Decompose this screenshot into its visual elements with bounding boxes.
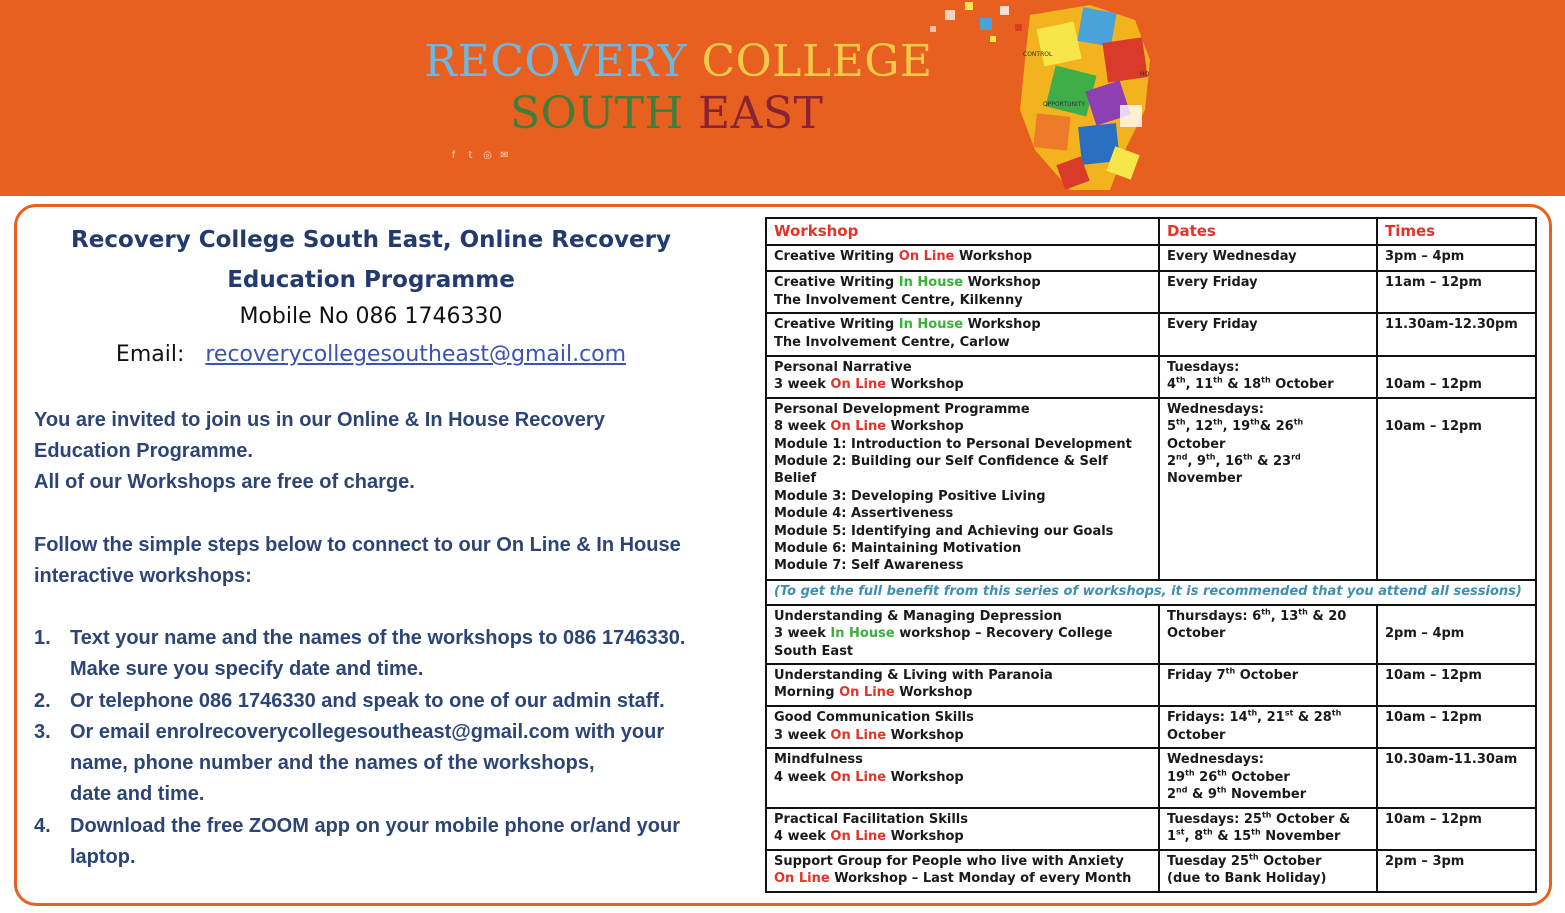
time-cell: 10am – 12pm	[1377, 664, 1536, 706]
module-line: Module 6: Maintaining Motivation	[774, 541, 1022, 557]
dates-line	[1167, 828, 1370, 845]
workshop-line	[774, 684, 1152, 701]
dates-cell	[1159, 356, 1377, 398]
time-text: 10am – 12pm	[1385, 376, 1482, 392]
cube-label-control: CONTROL	[1023, 51, 1053, 58]
workshop-suffix: Workshop	[967, 275, 1041, 291]
table-row	[766, 808, 1536, 850]
time-cell: 10.30am-11.30am	[1377, 748, 1536, 807]
online-tag: On Line	[830, 419, 887, 435]
date-suffix: th	[1250, 417, 1260, 427]
date-text: 19	[1167, 769, 1186, 785]
logo-word-east: EAST	[698, 88, 824, 139]
table-row	[766, 398, 1536, 580]
online-tag: On Line	[830, 727, 887, 743]
dates-line	[1167, 667, 1370, 684]
time-cell: 11am – 12pm	[1377, 271, 1536, 313]
invitation-line-3: All of our Workshops are free of charge.	[34, 471, 415, 493]
online-tag: On Line	[898, 249, 955, 265]
date-suffix: st	[1176, 827, 1185, 837]
workshop-schedule-table	[765, 217, 1537, 893]
workshop-name: Good Communication Skills	[774, 710, 974, 726]
table-row	[766, 850, 1536, 892]
dates-line: October	[1167, 626, 1226, 642]
instructions-paragraph: Follow the simple steps below to connect to our On Line & In House interactive workshops:	[34, 534, 681, 587]
step-item	[34, 717, 734, 811]
workshop-line	[774, 316, 1152, 333]
workshop-name: Mindfulness	[774, 752, 863, 768]
time-cell: 11.30am-12.30pm	[1377, 313, 1536, 355]
online-tag: On Line	[774, 871, 830, 887]
module-line: Module 2: Building our Self Confidence & Self	[774, 454, 1108, 469]
time-cell: 10am – 12pm	[1377, 808, 1536, 850]
dates-line: Tuesdays:	[1167, 359, 1240, 375]
facebook-icon[interactable]: f	[451, 150, 456, 161]
social-links	[448, 150, 510, 162]
workshop-name: Creative Writing	[774, 275, 895, 291]
workshop-line	[774, 727, 1152, 744]
step-item	[34, 686, 734, 717]
step-line: Or email enrolrecoverycollegesoutheast@gmail.com with your	[70, 720, 665, 743]
time-cell	[1377, 356, 1536, 398]
workshop-cell	[766, 605, 1159, 664]
workshop-cell	[766, 356, 1159, 398]
logo-word-college: COLLEGE	[701, 36, 933, 87]
inhouse-tag: In House	[898, 275, 964, 291]
date-suffix: th	[1261, 375, 1271, 385]
table-row	[766, 664, 1536, 706]
step-line: Or telephone 086 1746330 and speak to one of our admin staff.	[70, 689, 665, 712]
inhouse-tag: In House	[830, 626, 895, 642]
workshop-suffix: Workshop – Last Monday of every Month	[834, 871, 1132, 887]
workshop-venue: The Involvement Centre, Carlow	[774, 334, 1010, 350]
table-row	[766, 605, 1536, 664]
table-row	[766, 245, 1536, 271]
date-suffix: th	[1176, 417, 1186, 427]
workshop-suffix: Workshop	[890, 828, 964, 844]
workshop-cell	[766, 313, 1159, 355]
dates-cell	[1159, 664, 1377, 706]
step-line: Text your name and the names of the workshops to 086 1746330.	[70, 627, 686, 649]
dates-line: October	[1167, 436, 1226, 452]
date-suffix: th	[1225, 666, 1236, 676]
workshop-duration: 4 week	[774, 828, 826, 844]
dates-cell	[1159, 808, 1377, 850]
logo-line-1	[424, 36, 933, 87]
date-suffix: th	[1249, 852, 1259, 862]
date-suffix: th	[1213, 417, 1223, 427]
date-text: , 9	[1187, 454, 1206, 469]
page-title: Recovery College South East, Online Recovery Education Programme	[71, 227, 671, 293]
online-tag: On Line	[830, 828, 887, 844]
date-suffix: th	[1261, 810, 1272, 820]
date-suffix: th	[1247, 708, 1258, 718]
workshop-name: Understanding & Managing Depression	[774, 608, 1062, 624]
workshop-line	[774, 274, 1152, 291]
module-line: Module 5: Identifying and Achieving our Goals	[774, 523, 1114, 539]
date-suffix: th	[1205, 452, 1216, 462]
date-suffix: th	[1243, 452, 1253, 462]
step-line: date and time.	[70, 783, 205, 806]
dates-cell: Every Wednesday	[1159, 245, 1377, 271]
step-number: 2.	[34, 689, 51, 712]
date-suffix: th	[1251, 827, 1261, 837]
date-text: October	[1270, 377, 1334, 392]
column-header-workshop: Workshop	[766, 218, 1159, 245]
time-cell	[1377, 605, 1536, 664]
workshop-duration: 8 week	[774, 419, 826, 435]
dates-line	[1167, 709, 1370, 726]
step-line: name, phone number and the names of the workshops,	[70, 752, 595, 775]
date-suffix: th	[1203, 827, 1213, 837]
twitter-icon[interactable]: t	[468, 150, 473, 161]
steps-list	[34, 623, 734, 873]
workshop-cell	[766, 850, 1159, 892]
date-suffix: nd	[1176, 785, 1188, 795]
online-tag: On Line	[830, 377, 887, 392]
invitation-line-2: Education Programme.	[34, 440, 253, 462]
invitation-line-1: You are invited to join us in our Online & In House Recovery	[34, 409, 605, 431]
date-text: 4	[1167, 377, 1177, 392]
time-cell: 10am – 12pm	[1377, 706, 1536, 748]
date-text: Tuesday 25	[1167, 853, 1250, 869]
dates-line: (due to Bank Holiday)	[1167, 871, 1327, 887]
module-line: Module 7: Self Awareness	[774, 558, 964, 574]
workshop-suffix: Workshop	[890, 377, 964, 392]
date-text: November	[1260, 828, 1341, 844]
dates-line	[1167, 376, 1370, 393]
dates-cell	[1159, 398, 1377, 580]
time-cell: 2pm – 3pm	[1377, 850, 1536, 892]
step-line: laptop.	[70, 846, 136, 869]
inhouse-tag: In House	[898, 317, 964, 333]
dates-line: October	[1167, 727, 1226, 743]
date-text: & 28	[1293, 710, 1332, 726]
date-text: October	[1235, 667, 1299, 683]
step-number: 3.	[34, 720, 51, 743]
workshop-duration: 4 week	[774, 769, 826, 785]
dates-cell: Every Friday	[1159, 271, 1377, 313]
date-suffix: th	[1293, 417, 1304, 427]
workshop-line	[774, 376, 1152, 393]
workshop-suffix: Workshop	[890, 727, 964, 743]
date-text: Tuesdays: 25	[1167, 811, 1262, 827]
dates-line: November	[1167, 471, 1243, 487]
workshop-name: Personal Development Programme	[774, 401, 1030, 417]
date-text: Fridays: 14	[1167, 710, 1248, 726]
recommendation-note: (To get the full benefit from this series of workshops, it is recommended that you attend all sessions)	[766, 580, 1536, 605]
email-icon[interactable]: ✉	[500, 150, 509, 161]
step-item	[34, 811, 734, 874]
dates-line	[1167, 853, 1370, 870]
workshop-line	[774, 625, 1152, 642]
step-line: Make sure you specify date and time.	[70, 658, 424, 681]
column-header-times: Times	[1377, 218, 1536, 245]
time-cell: 3pm – 4pm	[1377, 245, 1536, 271]
date-text: & 23	[1252, 454, 1292, 469]
workshop-venue: The Involvement Centre, Kilkenny	[774, 292, 1023, 308]
date-text: , 12	[1185, 419, 1214, 435]
date-text: , 16	[1215, 454, 1244, 469]
column-header-dates: Dates	[1159, 218, 1377, 245]
instagram-icon[interactable]: ◎	[483, 150, 492, 161]
workshop-cell	[766, 706, 1159, 748]
workshop-line	[774, 769, 1152, 786]
dates-line: Wednesdays:	[1167, 401, 1264, 417]
date-text: , 8	[1184, 828, 1204, 844]
date-text: 5	[1167, 419, 1177, 435]
mobile-number: Mobile No 086 1746330	[239, 304, 503, 329]
date-text: & 18	[1222, 377, 1262, 392]
step-item	[34, 623, 734, 686]
module-line: Module 4: Assertiveness	[774, 506, 954, 522]
table-note-row	[766, 580, 1536, 605]
header-banner	[0, 0, 1565, 196]
dates-line	[1167, 769, 1370, 786]
workshop-cell	[766, 664, 1159, 706]
workshop-cell	[766, 398, 1159, 580]
workshop-name: Practical Facilitation Skills	[774, 811, 968, 827]
date-suffix: th	[1176, 375, 1186, 385]
workshop-name: Creative Writing	[774, 249, 895, 265]
online-tag: On Line	[839, 685, 895, 701]
date-suffix: nd	[1176, 452, 1188, 462]
workshop-line	[774, 828, 1152, 845]
email-link[interactable]: recoverycollegesoutheast@gmail.com	[205, 342, 627, 367]
workshop-suffix: Workshop	[890, 769, 964, 785]
workshop-name: Personal Narrative	[774, 359, 912, 375]
table-row	[766, 748, 1536, 807]
logo-line-2	[510, 88, 823, 139]
date-text: & 26	[1259, 419, 1294, 435]
module-line: Module 3: Developing Positive Living	[774, 488, 1046, 504]
workshop-cell	[766, 808, 1159, 850]
date-suffix: th	[1261, 607, 1271, 617]
dates-cell	[1159, 850, 1377, 892]
date-suffix: th	[1298, 607, 1308, 617]
workshop-line	[774, 870, 1152, 887]
dates-line	[1167, 786, 1370, 803]
dates-cell: Every Friday	[1159, 313, 1377, 355]
logo-word-recovery: RECOVERY	[424, 36, 687, 87]
step-number: 1.	[34, 627, 51, 649]
date-suffix: th	[1216, 785, 1227, 795]
workshop-cell	[766, 748, 1159, 807]
date-text: 2	[1167, 787, 1177, 803]
invitation-paragraph	[34, 405, 674, 498]
date-text: , 13	[1270, 608, 1299, 624]
date-text: , 21	[1257, 710, 1285, 726]
date-suffix: th	[1213, 375, 1223, 385]
step-number: 4.	[34, 814, 51, 837]
date-text: October &	[1271, 811, 1351, 827]
date-text: Thursdays: 6	[1167, 608, 1262, 624]
cube-cluster	[930, 0, 1160, 196]
date-text: Friday 7	[1167, 667, 1226, 683]
workshop-cell	[766, 245, 1159, 271]
workshop-suffix: Workshop	[890, 419, 964, 435]
workshop-duration: 3 week	[774, 727, 826, 743]
date-suffix: st	[1284, 708, 1294, 718]
workshop-duration: 3 week	[774, 377, 826, 392]
dates-line: Wednesdays:	[1167, 752, 1264, 768]
time-text: 10am – 12pm	[1385, 419, 1482, 435]
workshop-suffix: Workshop	[967, 317, 1041, 333]
workshop-line	[774, 418, 1152, 435]
dates-line	[1167, 811, 1370, 828]
workshop-suffix: workshop – Recovery College	[899, 626, 1113, 642]
step-line: Download the free ZOOM app on your mobile phone or/and your	[70, 814, 681, 837]
cube-label-ho: HO	[1140, 71, 1150, 78]
table-row	[766, 271, 1536, 313]
workshop-venue: South East	[774, 643, 854, 659]
table-row	[766, 706, 1536, 748]
module-line: Belief	[774, 471, 817, 487]
dates-line	[1167, 453, 1370, 470]
time-text: 2pm – 4pm	[1385, 626, 1465, 642]
dates-cell	[1159, 706, 1377, 748]
logo-word-south: SOUTH	[510, 88, 684, 139]
date-text: & 20	[1307, 608, 1347, 624]
dates-line	[1167, 418, 1370, 435]
dates-cell	[1159, 748, 1377, 807]
workshop-cell	[766, 271, 1159, 313]
date-text: , 11	[1185, 377, 1214, 392]
table-header-row	[766, 218, 1536, 245]
time-cell	[1377, 398, 1536, 580]
workshop-name: Creative Writing	[774, 317, 895, 333]
table-row	[766, 313, 1536, 355]
date-text: 26	[1194, 769, 1218, 785]
date-text: November	[1226, 787, 1307, 803]
dates-cell	[1159, 605, 1377, 664]
module-line: Module 1: Introduction to Personal Development	[774, 436, 1132, 452]
date-text: 1	[1167, 828, 1177, 844]
workshop-duration: 3 week	[774, 626, 826, 642]
intro-panel	[18, 210, 748, 900]
workshop-suffix: Workshop	[958, 249, 1033, 265]
date-text: 2	[1167, 454, 1177, 469]
workshop-name: Support Group for People who live with Anxiety	[774, 853, 1124, 869]
workshop-suffix: Workshop	[899, 685, 973, 701]
date-suffix: th	[1217, 768, 1227, 778]
online-tag: On Line	[830, 769, 887, 785]
cubes-graphic	[920, 0, 1170, 196]
workshop-name: Understanding & Living with Paranoia	[774, 667, 1053, 683]
cube-label-opportunity: OPPORTUNITY	[1043, 101, 1086, 108]
date-text: , 19	[1222, 419, 1251, 435]
date-text: & 15	[1212, 828, 1252, 844]
table-row	[766, 356, 1536, 398]
workshop-duration: Morning	[774, 685, 835, 701]
email-label: Email:	[115, 342, 185, 367]
date-text: October	[1226, 769, 1290, 785]
date-text: October	[1258, 853, 1322, 869]
date-text: & 9	[1187, 787, 1217, 803]
date-suffix: th	[1185, 768, 1195, 778]
date-suffix: th	[1331, 708, 1342, 718]
dates-line	[1167, 608, 1370, 625]
date-suffix: rd	[1291, 452, 1301, 462]
email-line	[18, 342, 724, 367]
